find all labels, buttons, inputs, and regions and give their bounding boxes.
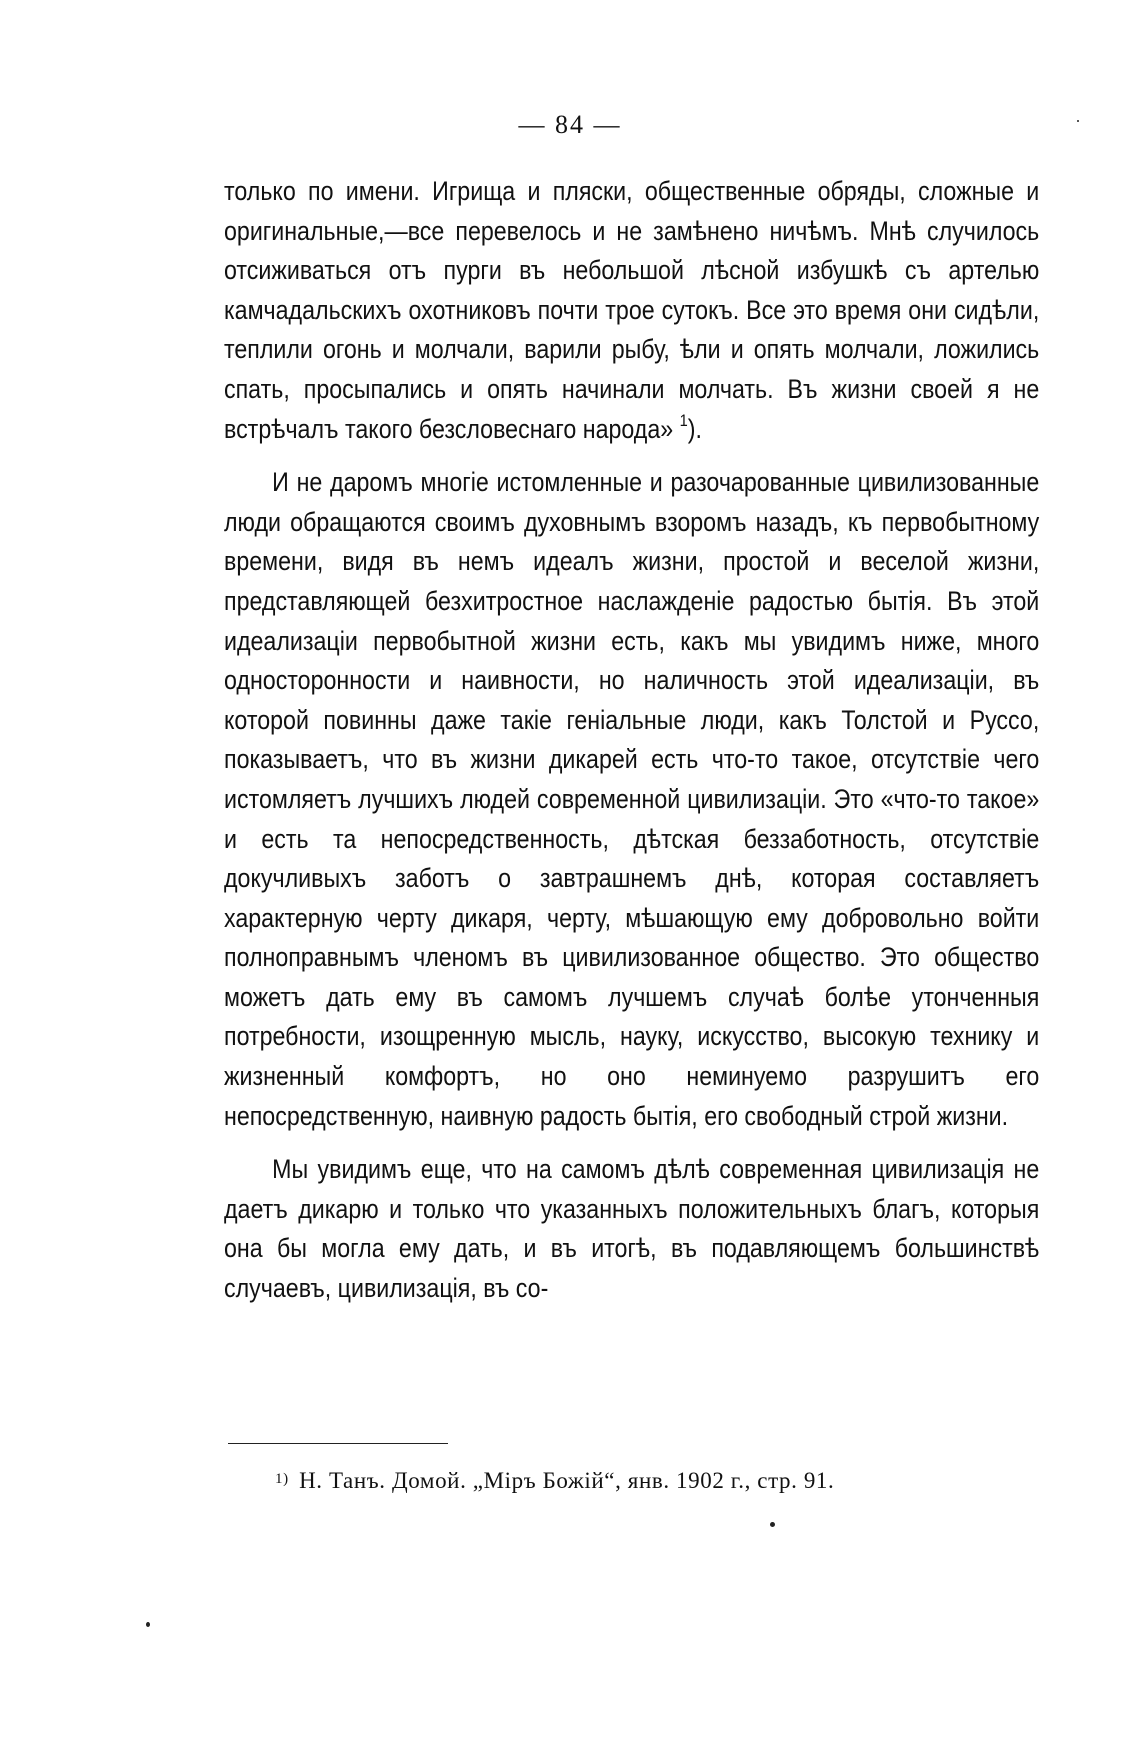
footnote-divider (228, 1443, 448, 1444)
footnote-reference[interactable]: 1 (679, 410, 688, 430)
footnote (275, 1468, 834, 1494)
print-speck (770, 1522, 775, 1527)
paragraph: Мы увидимъ еще, что на самомъ дѣлѣ современная цивилизація не даетъ дикарю и только что указанныхъ положительныхъ благъ, которыя она бы могла ему дать, и въ итогѣ, въ подавляющемъ большинствѣ случаевъ, цивилизація, въ со- (224, 1154, 1040, 1304)
paragraph: И не даромъ многіе истомленные и разочарованные цивилизованные люди обращаются своимъ духовнымъ взоромъ назадъ, къ первобытному времени, видя въ немъ идеалъ жизни, простой и веселой жизни, представляющей безхитростное наслажденіе радостью бытія. Въ этой идеализаціи первобытной жизни есть, какъ мы увидимъ ниже, много односторонности и наивности, но наличность этой идеализаціи, въ которой повинны даже такіе геніальные люди, какъ Толстой и Руссо, показываетъ, что въ жизни дикарей есть что-то такое, отсутствіе чего истомляетъ лучшихъ людей современной цивилизаціи. Это «что-то такое» и есть та непосредственность, дѣтская беззаботность, отсутствіе докучливыхъ заботъ о завтрашнемъ днѣ, которая составляетъ характерную черту дикаря, черту, мѣшающую ему добровольно войти полноправнымъ членомъ въ цивилизованное общество. Это общество можетъ дать ему въ самомъ лучшемъ случаѣ болѣе утонченныя потребности, изощренную мысль, науку, искусство, высокую технику и жизненный комфортъ, но оно неминуемо разрушитъ его непосредственную, наивную радость бытія, его свободный строй жизни. (224, 467, 1040, 1131)
footnote-mark: 1) (275, 1471, 289, 1487)
print-speck (1077, 120, 1079, 122)
paragraph-continued (224, 172, 1039, 449)
paragraph-text: только по имени. Игрища и пляски, общественные обряды, сложные и оригинальные,—все перевелось и не замѣнено ничѣмъ. Мнѣ случилось отсиживаться отъ пурги въ небольшой лѣсной избушкѣ съ артелью камчадальскихъ охотниковъ почти трое сутокъ. Все это время они сидѣли, теплили огонь и молчали, варили рыбу, ѣли и опять молчали, ложились спать, просыпались и опять начинали молчать. Въ жизни своей я не встрѣчалъ такого безсловеснаго народа» (224, 176, 1040, 444)
footnote-text: Н. Танъ. Домой. „Міръ Божій“, янв. 1902 г., стр. 91. (299, 1468, 835, 1493)
main-text (224, 172, 1039, 1309)
paragraph-tail: ). (687, 413, 702, 444)
page-number: — 84 — (518, 110, 622, 139)
print-speck (146, 1622, 150, 1627)
